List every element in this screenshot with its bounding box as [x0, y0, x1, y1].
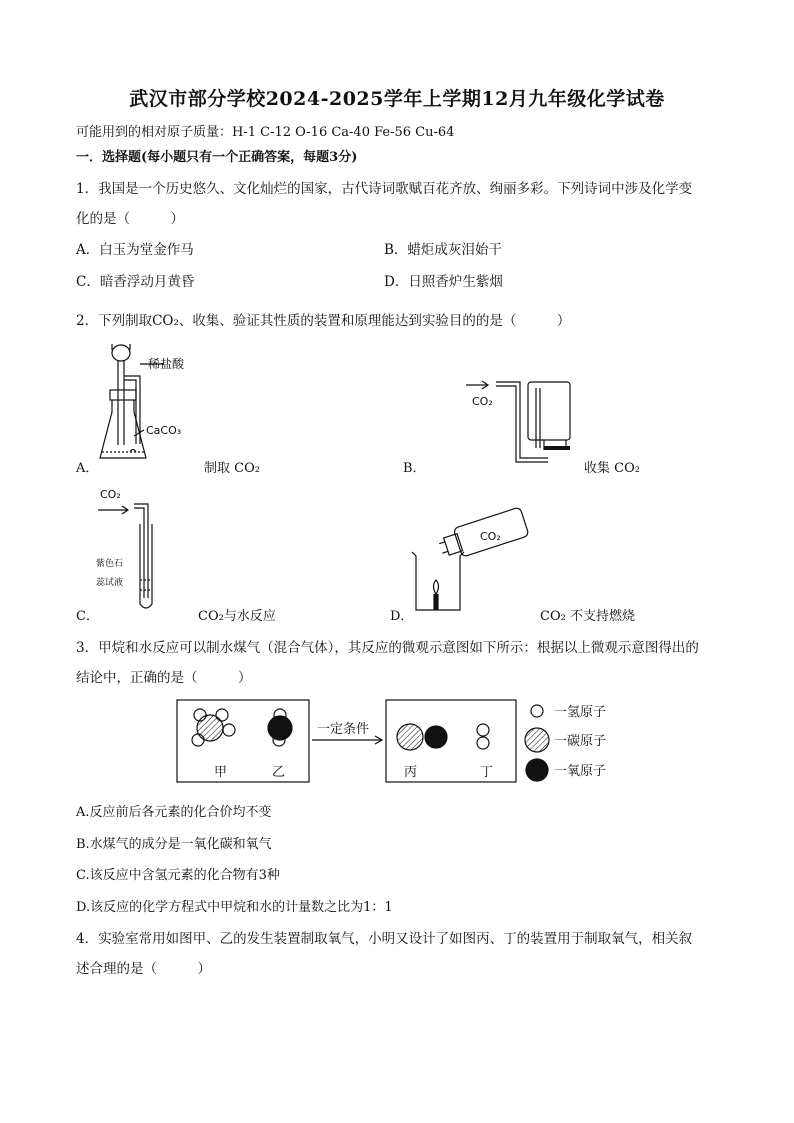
- q2-option-a-letter[interactable]: A．: [76, 461, 99, 476]
- q2a-acid-label: 稀盐酸: [148, 357, 185, 371]
- q3-stem-line2: 结论中，正确的是（ ）: [76, 670, 252, 686]
- q2c-liquid-label-1: 紫色石: [96, 559, 124, 569]
- q1-option-a[interactable]: A．白玉为堂金作马: [76, 242, 194, 258]
- q3-stem-line1: 3．甲烷和水反应可以制水煤气（混合气体），其反应的微观示意图如下所示：根据以上微观示意图得出的: [76, 640, 699, 656]
- atomic-mass-line: 可能用到的相对原子质量：H-1 C-12 O-16 Ca-40 Fe-56 Cu-64: [76, 125, 455, 140]
- q1-option-d[interactable]: D．日照香炉生紫烟: [384, 274, 503, 290]
- q2-option-b-letter[interactable]: B．: [403, 461, 426, 476]
- q2-stem: 2．下列制取CO₂、收集、验证其性质的装置和原理能达到实验目的的是（ ）: [76, 313, 571, 329]
- q1-option-b[interactable]: B．蜡炬成灰泪始干: [384, 242, 502, 258]
- q2a-solid-label: CaCO₃: [146, 424, 182, 437]
- q2-option-d-letter[interactable]: D．: [390, 609, 414, 624]
- q3-reaction-diagram: [176, 696, 636, 788]
- q1-stem-line2: 化的是（ ）: [76, 211, 184, 227]
- reaction-condition: 一定条件: [317, 722, 370, 737]
- q3-option-d[interactable]: D.该反应的化学方程式中甲烷和水的计量数之比为1：1: [76, 900, 393, 915]
- q1-stem-line1: 1．我国是一个历史悠久、文化灿烂的国家，古代诗词歌赋百花齐放、绚丽多彩。下列诗词中涉及化学变: [76, 181, 693, 197]
- q2c-liquid-label-2: 蕊试液: [96, 578, 124, 588]
- q2-option-a-caption: 制取 CO₂: [204, 461, 260, 476]
- q4-stem-line2: 述合理的是（ ）: [76, 961, 211, 977]
- q4-stem-line1: 4．实验室常用如图甲、乙的发生装置制取氧气，小明又设计了如图丙、丁的装置用于制取氧气，相关叙: [76, 931, 693, 947]
- q3-option-a[interactable]: A.反应前后各元素的化合价均不变: [76, 805, 272, 820]
- product-label-1: 丙: [404, 765, 418, 780]
- legend-hydrogen: 一氢原子: [554, 705, 607, 720]
- q2-option-b-caption: 收集 CO₂: [584, 461, 640, 476]
- q2-option-d-caption: CO₂ 不支持燃烧: [540, 609, 635, 624]
- page-title: 武汉市部分学校2024-2025学年上学期12月九年级化学试卷: [129, 88, 665, 110]
- q2-option-c-letter[interactable]: C．: [76, 609, 99, 624]
- q2-figure-b-apparatus: [460, 378, 580, 468]
- legend-carbon: 一碳原子: [554, 734, 607, 749]
- q3-option-b[interactable]: B.水煤气的成分是一氧化碳和氧气: [76, 837, 272, 852]
- q2-figure-c-apparatus: [90, 484, 170, 614]
- q2-figure-a-apparatus: [90, 340, 210, 470]
- q2-option-c-caption: CO₂与水反应: [198, 609, 276, 624]
- q2d-gas-label: CO₂: [480, 530, 501, 543]
- product-label-2: 丁: [480, 765, 494, 780]
- q2c-gas-label: CO₂: [100, 488, 121, 501]
- section-heading: 一．选择题(每小题只有一个正确答案，每题3分): [76, 150, 358, 165]
- legend-oxygen: 一氧原子: [554, 764, 607, 779]
- q1-option-c[interactable]: C．暗香浮动月黄昏: [76, 274, 195, 290]
- q3-option-c[interactable]: C.该反应中含氢元素的化合物有3种: [76, 868, 280, 883]
- q2b-gas-label: CO₂: [472, 395, 493, 408]
- reactant-label-1: 甲: [214, 765, 228, 780]
- q2-figure-d-apparatus: [408, 500, 538, 615]
- reactant-label-2: 乙: [272, 765, 286, 780]
